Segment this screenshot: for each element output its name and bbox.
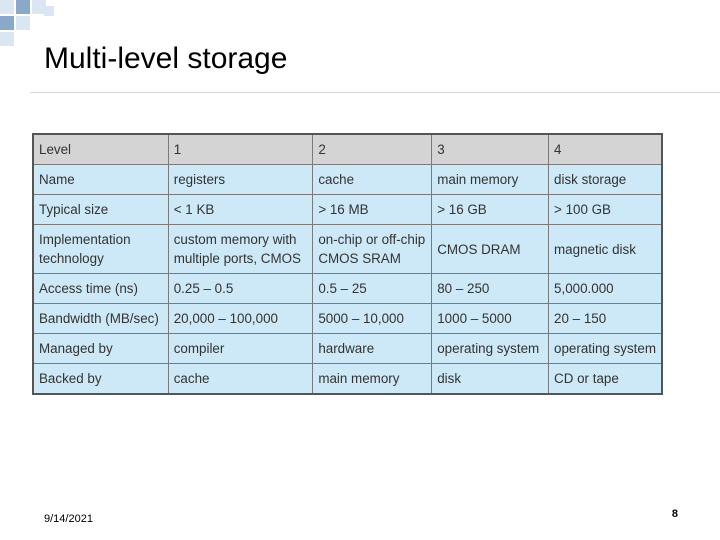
table-row (33, 274, 662, 304)
table-row (33, 304, 662, 334)
deco-square (44, 6, 54, 16)
deco-square (16, 16, 30, 30)
page-number: 8 (671, 508, 678, 520)
table-cell: 20,000 – 100,000 (168, 304, 313, 334)
table-cell: 0.25 – 0.5 (168, 274, 313, 304)
cell-line: multiple ports, CMOS (173, 251, 301, 266)
table-cell: 5,000.000 (549, 274, 662, 304)
cell-line: CMOS DRAM (437, 241, 521, 257)
row-label: Name (33, 165, 168, 195)
table-cell: 1000 – 5000 (432, 304, 549, 334)
table-header-row (33, 134, 662, 165)
table-cell: main memory (432, 165, 549, 195)
table-cell: cache (313, 165, 432, 195)
table-row (33, 225, 662, 274)
table-cell: operating system (549, 334, 662, 364)
footer-date: 9/14/2021 (44, 513, 93, 525)
row-label: Backed by (33, 364, 168, 395)
table-header-cell: 1 (168, 134, 313, 165)
cell-line: on-chip or off-chip (318, 232, 426, 247)
table-cell (432, 225, 549, 274)
table-cell: CD or tape (549, 364, 662, 395)
deco-square (0, 0, 14, 14)
cell-line: Implementation (39, 232, 131, 247)
table-cell (313, 225, 432, 274)
decorative-squares (0, 0, 60, 48)
cell-line: CMOS SRAM (318, 251, 401, 266)
table-cell: 0.5 – 25 (313, 274, 432, 304)
row-label: Bandwidth (MB/sec) (33, 304, 168, 334)
table-header-cell: 2 (313, 134, 432, 165)
table-row (33, 195, 662, 225)
cell-line: custom memory with (173, 232, 297, 247)
table-cell: hardware (313, 334, 432, 364)
table-cell: operating system (432, 334, 549, 364)
table-cell (549, 225, 662, 274)
table-cell: registers (168, 165, 313, 195)
table-cell (168, 225, 313, 274)
table-row (33, 334, 662, 364)
row-label: Managed by (33, 334, 168, 364)
table-cell: < 1 KB (168, 195, 313, 225)
table-header-cell: Level (33, 134, 168, 165)
row-label: Access time (ns) (33, 274, 168, 304)
table-cell: > 100 GB (549, 195, 662, 225)
table-cell: disk storage (549, 165, 662, 195)
table-cell: 80 – 250 (432, 274, 549, 304)
table-row (33, 364, 662, 395)
slide-title: Multi-level storage (44, 42, 288, 75)
table-header-cell: 4 (549, 134, 662, 165)
row-label (33, 225, 168, 274)
table-cell: main memory (313, 364, 432, 395)
deco-square (0, 32, 14, 46)
row-label: Typical size (33, 195, 168, 225)
table-cell: cache (168, 364, 313, 395)
deco-square (16, 0, 30, 14)
title-divider (30, 92, 720, 93)
table-cell: disk (432, 364, 549, 395)
deco-square (0, 16, 14, 30)
table-cell: 20 – 150 (549, 304, 662, 334)
table-row (33, 165, 662, 195)
storage-table-body (33, 134, 662, 394)
cell-line: technology (39, 251, 104, 266)
table-cell: > 16 MB (313, 195, 432, 225)
table-cell: compiler (168, 334, 313, 364)
table-cell: 5000 – 10,000 (313, 304, 432, 334)
table-header-cell: 3 (432, 134, 549, 165)
storage-table (32, 133, 663, 395)
cell-line: magnetic disk (554, 241, 636, 257)
table-cell: > 16 GB (432, 195, 549, 225)
